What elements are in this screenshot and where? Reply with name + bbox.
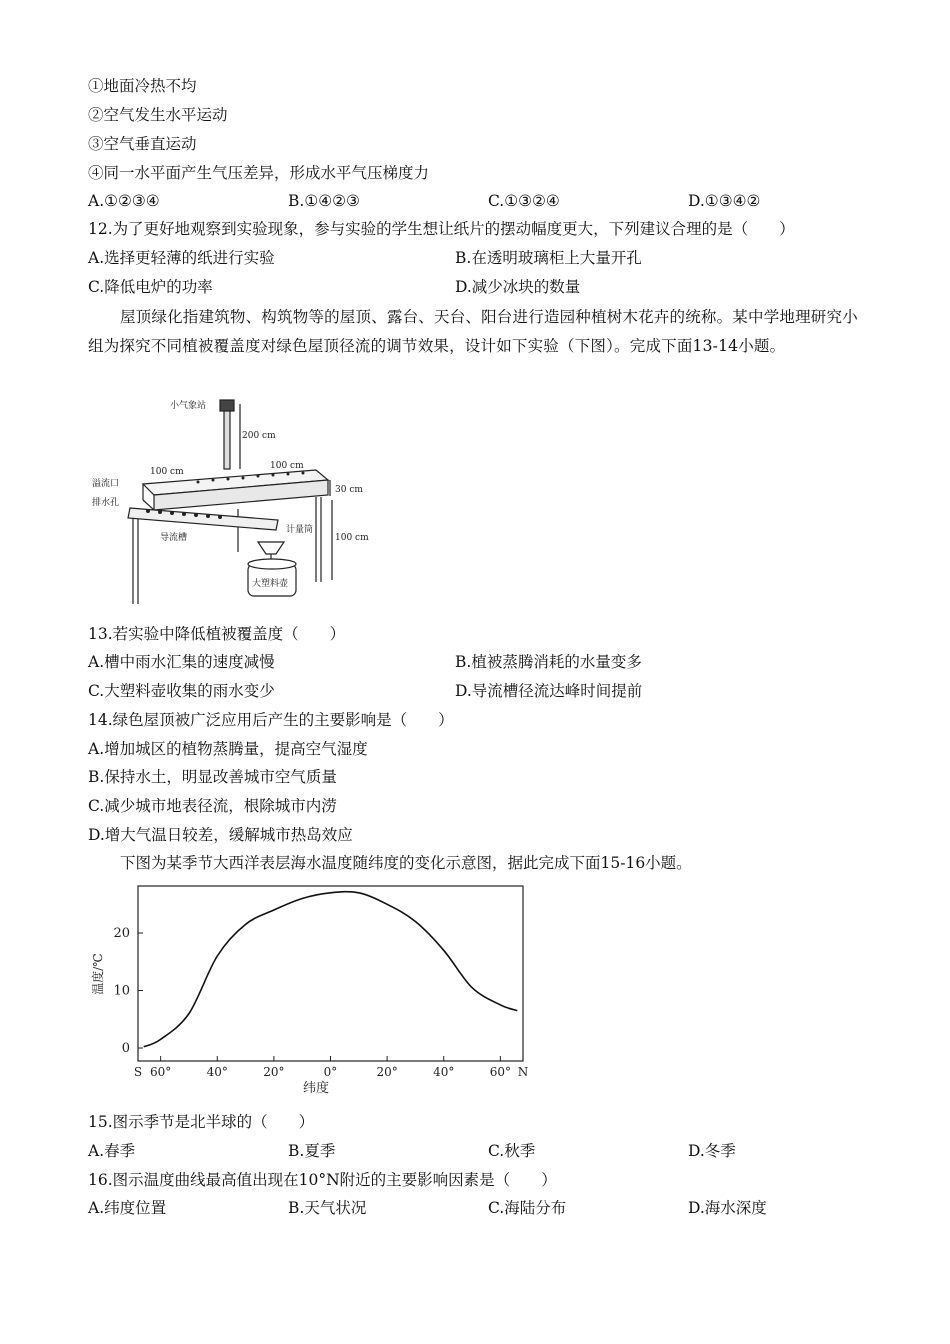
option-d[interactable]: D.增大气温日较差，缓解城市热岛效应 (88, 826, 353, 844)
option-b[interactable]: B.夏季 (288, 1142, 336, 1160)
text-line: ④同一水平面产生气压差异，形成水平气压梯度力 (88, 164, 430, 182)
option-d[interactable]: D.①③④② (688, 192, 761, 210)
x-tick-label: 20° (376, 1065, 398, 1079)
x-tick-label: 60° (489, 1065, 511, 1079)
option-d[interactable]: D.海水深度 (688, 1199, 767, 1217)
option-b[interactable]: B.天气状况 (288, 1199, 367, 1217)
experiment-diagram (88, 392, 378, 608)
question-stem: 12.为了更好地观察到实验现象，参与实验的学生想让纸片的摆动幅度更大，下列建议合理的是（ ） (88, 220, 795, 238)
question-stem: 15.图示季节是北半球的（ ） (88, 1113, 315, 1131)
x-tick-label: 0° (323, 1065, 338, 1079)
option-d[interactable]: D.导流槽径流达峰时间提前 (455, 682, 643, 700)
option-b[interactable]: B.①④②③ (288, 192, 360, 210)
option-c[interactable]: C.①③②④ (488, 192, 560, 210)
option-d[interactable]: D.减少冰块的数量 (455, 278, 581, 296)
label-200: 200 cm (242, 431, 276, 441)
x-tick-label: 20° (263, 1065, 285, 1079)
x-tick-label: 40° (433, 1065, 455, 1079)
temperature-latitude-chart (88, 882, 538, 1098)
label-drain: 排水孔 (92, 498, 120, 508)
x-tick-label: S (133, 1065, 143, 1079)
option-c[interactable]: C.减少城市地表径流，根除城市内涝 (88, 797, 337, 815)
text-line: ②空气发生水平运动 (88, 106, 228, 124)
y-tick-label: 0 (121, 1041, 130, 1056)
x-tick-label: 40° (206, 1065, 228, 1079)
label-overflow: 溢流口 (92, 479, 120, 489)
label-100b: 100 cm (270, 461, 304, 471)
label-pot: 大塑料壶 (252, 579, 289, 589)
option-a[interactable]: A.春季 (88, 1142, 136, 1160)
label-gauge: 计量筒 (286, 525, 314, 535)
label-station: 小气象站 (170, 401, 207, 411)
option-a[interactable]: A.纬度位置 (88, 1199, 167, 1217)
y-tick-label: 10 (113, 983, 130, 999)
option-a[interactable]: A.槽中雨水汇集的速度减慢 (88, 653, 275, 671)
x-tick-label: 60° (150, 1065, 172, 1079)
option-b[interactable]: B.在透明玻璃柜上大量开孔 (455, 249, 642, 267)
y-axis-label: 温度/℃ (91, 953, 105, 995)
option-c[interactable]: C.海陆分布 (488, 1199, 567, 1217)
chart-frame (138, 886, 523, 1061)
temperature-series-line (144, 892, 518, 1047)
y-tick-label: 20 (113, 926, 130, 941)
text-line: ③空气垂直运动 (88, 135, 197, 153)
option-a[interactable]: A.选择更轻薄的纸进行实验 (88, 249, 275, 267)
option-a[interactable]: A.增加城区的植物蒸腾量，提高空气湿度 (88, 740, 368, 758)
text-line: ①地面冷热不均 (88, 77, 197, 95)
label-100: 100 cm (335, 533, 369, 543)
question-stem: 14.绿色屋顶被广泛应用后产生的主要影响是（ ） (88, 711, 454, 729)
option-c[interactable]: C.降低电炉的功率 (88, 278, 213, 296)
option-b[interactable]: B.植被蒸腾消耗的水量变多 (455, 653, 642, 671)
passage: 下图为某季节大西洋表层海水温度随纬度的变化示意图，据此完成下面15-16小题。 (120, 854, 692, 872)
option-c[interactable]: C.秋季 (488, 1142, 536, 1160)
passage: 屋顶绿化指建筑物、构筑物等的屋顶、露台、天台、阳台进行造园种植树木花卉的统称。某中学地理研究小组为探究不同植被覆盖度对绿色屋顶径流的调节效果，设计如下实验（下图）。完成下面13-14小题。 (88, 308, 858, 355)
label-30: 30 cm (335, 485, 363, 495)
option-c[interactable]: C.大塑料壶收集的雨水变少 (88, 682, 275, 700)
option-b[interactable]: B.保持水土，明显改善城市空气质量 (88, 768, 337, 786)
label-trough: 导流槽 (160, 533, 188, 543)
option-a[interactable]: A.①②③④ (88, 192, 160, 210)
x-tick-label: N (517, 1065, 529, 1079)
option-d[interactable]: D.冬季 (688, 1142, 736, 1160)
question-stem: 16.图示温度曲线最高值出现在10°N附近的主要影响因素是（ ） (88, 1171, 557, 1189)
label-100a: 100 cm (150, 467, 184, 477)
question-stem: 13.若实验中降低植被覆盖度（ ） (88, 625, 346, 643)
x-axis-label: 纬度 (302, 1081, 330, 1096)
